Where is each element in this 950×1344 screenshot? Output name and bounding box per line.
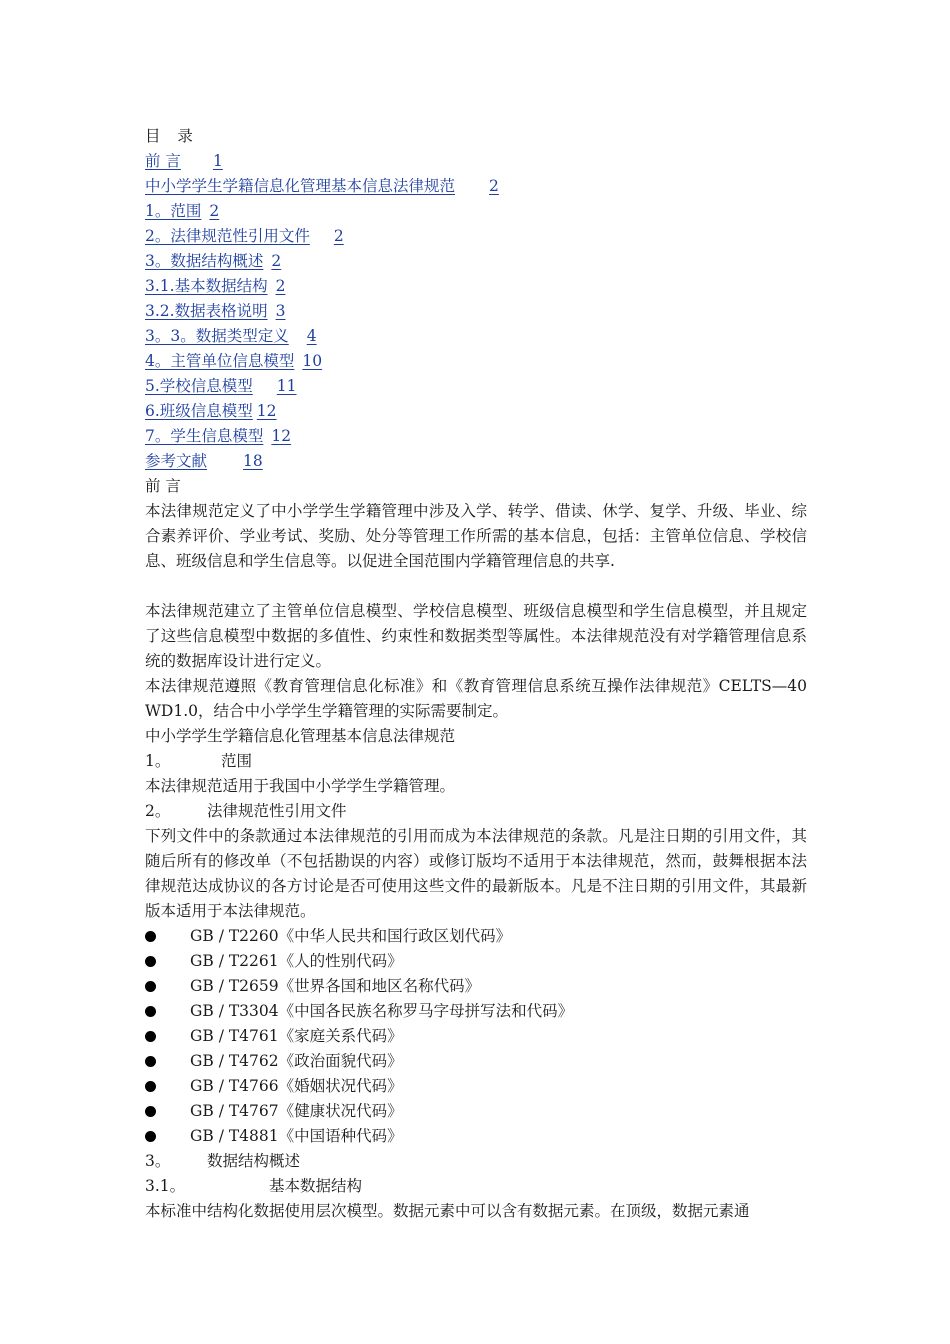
- bullet-icon: [145, 981, 156, 992]
- table-of-contents: [145, 149, 807, 474]
- reference-list: [145, 924, 807, 1149]
- section-2-text: 下列文件中的条款通过本法律规范的引用而成为本法律规范的条款。凡是注日期的引用文件，其随后所有的修改单（不包括勘误的内容）或修订版均不适用于本法律规范，然而，鼓舞根据本法律规范达成协议的各方讨论是否可使用这些文件的最新版本。凡是不注日期的引用文件，其最新版本适用于本法律规范。: [145, 827, 807, 920]
- toc-link-basic-structure[interactable]: [145, 277, 285, 295]
- toc-label: 4。主管单位信息模型: [145, 352, 295, 370]
- reference-text: GB / T4762《政治面貌代码》: [190, 1052, 403, 1070]
- toc-page-number: 2: [271, 252, 282, 270]
- section-title: 基本数据结构: [269, 1177, 363, 1195]
- reference-text: GB / T2659《世界各国和地区名称代码》: [190, 977, 481, 995]
- bullet-icon: [145, 1006, 156, 1017]
- list-item: [145, 924, 807, 949]
- toc-page-number: 12: [271, 427, 292, 445]
- section-1-text: 本法律规范适用于我国中小学学生学籍管理。: [145, 777, 456, 795]
- section-title: 范围: [221, 752, 253, 770]
- list-item: [145, 1024, 807, 1049]
- toc-title: 目 录: [145, 127, 199, 145]
- document-title: 中小学学生学籍信息化管理基本信息法律规范: [145, 727, 456, 745]
- list-item: [145, 974, 807, 999]
- bullet-icon: [145, 956, 156, 967]
- toc-link-class-model[interactable]: [145, 402, 277, 420]
- toc-page-number: 2: [333, 227, 344, 245]
- bullet-icon: [145, 931, 156, 942]
- list-item: [145, 1049, 807, 1074]
- toc-label: 3.1.基本数据结构: [145, 277, 268, 295]
- section-3-heading: [145, 1149, 807, 1174]
- toc-page-number: 12: [256, 402, 277, 420]
- toc-page-number: 2: [209, 202, 220, 220]
- reference-text: GB / T2260《中华人民共和国行政区划代码》: [190, 927, 512, 945]
- toc-label: 中小学学生学籍信息化管理基本信息法律规范: [145, 177, 456, 195]
- list-item: [145, 949, 807, 974]
- bullet-icon: [145, 1106, 156, 1117]
- section-number: 3.1。: [145, 1177, 186, 1195]
- toc-link-data-structure[interactable]: [145, 252, 281, 270]
- toc-label: 2。法律规范性引用文件: [145, 227, 310, 245]
- section-3-1-heading: [145, 1174, 807, 1199]
- toc-link-bibliography[interactable]: [145, 452, 263, 470]
- list-item: [145, 1074, 807, 1099]
- bullet-icon: [145, 1031, 156, 1042]
- toc-link-scope[interactable]: [145, 202, 219, 220]
- toc-page-number: 11: [276, 377, 297, 395]
- section-title: 法律规范性引用文件: [207, 802, 347, 820]
- toc-link-preface[interactable]: [145, 152, 223, 170]
- reference-text: GB / T4881《中国语种代码》: [190, 1127, 403, 1145]
- reference-text: GB / T3304《中国各民族名称罗马字母拼写法和代码》: [190, 1002, 574, 1020]
- toc-page-number: 2: [275, 277, 286, 295]
- section-1-heading: [145, 749, 807, 774]
- bullet-icon: [145, 1081, 156, 1092]
- list-item: [145, 1124, 807, 1149]
- toc-page-number: 18: [243, 452, 263, 470]
- preface-heading: 前 言: [145, 477, 181, 495]
- section-3-1-text: 本标准中结构化数据使用层次模型。数据元素中可以含有数据元素。在顶级，数据元素通: [145, 1202, 750, 1220]
- toc-label: 前 言: [145, 152, 181, 170]
- toc-label: 参考文献: [145, 452, 208, 470]
- toc-link-student-model[interactable]: [145, 427, 291, 445]
- section-number: 3。: [145, 1152, 171, 1170]
- bullet-icon: [145, 1056, 156, 1067]
- toc-page-number: 1: [212, 152, 223, 170]
- reference-text: GB / T4761《家庭关系代码》: [190, 1027, 403, 1045]
- section-2-heading: [145, 799, 807, 824]
- toc-page-number: 4: [306, 327, 317, 345]
- toc-label: 3。数据结构概述: [145, 252, 264, 270]
- reference-text: GB / T4766《婚姻状况代码》: [190, 1077, 403, 1095]
- toc-label: 7。学生信息模型: [145, 427, 264, 445]
- toc-link-authority-model[interactable]: [145, 352, 322, 370]
- toc-label: 3。3。数据类型定义: [145, 327, 289, 345]
- section-number: 2。: [145, 802, 171, 820]
- toc-label: 3.2.数据表格说明: [145, 302, 268, 320]
- toc-page-number: 3: [275, 302, 286, 320]
- toc-link-data-types[interactable]: [145, 327, 317, 345]
- section-number: 1。: [145, 752, 171, 770]
- preface-paragraph-2: 本法律规范建立了主管单位信息模型、学校信息模型、班级信息模型和学生信息模型，并且规定了这些信息模型中数据的多值性、约束性和数据类型等属性。本法律规范没有对学籍管理信息系统的数据库设计进行定义。: [145, 602, 807, 670]
- toc-link-school-model[interactable]: [145, 377, 297, 395]
- preface-paragraph-1: 本法律规范定义了中小学学生学籍管理中涉及入学、转学、借读、休学、复学、升级、毕业、综合素养评价、学业考试、奖励、处分等管理工作所需的基本信息，包括：主管单位信息、学校信息、班级信息和学生信息等。以促进全国范围内学籍管理信息的共享.: [145, 502, 807, 570]
- toc-page-number: 10: [302, 352, 323, 370]
- bullet-icon: [145, 1131, 156, 1142]
- toc-label: 6.班级信息模型: [145, 402, 253, 420]
- paragraph-spacer: [145, 574, 807, 599]
- list-item: [145, 999, 807, 1024]
- list-item: [145, 1099, 807, 1124]
- toc-label: 1。范围: [145, 202, 202, 220]
- reference-text: GB / T2261《人的性别代码》: [190, 952, 403, 970]
- section-title: 数据结构概述: [207, 1152, 301, 1170]
- document-page: [145, 124, 807, 1224]
- toc-link-title[interactable]: [145, 177, 499, 195]
- toc-link-table-description[interactable]: [145, 302, 285, 320]
- toc-link-references[interactable]: [145, 227, 344, 245]
- preface-paragraph-3: 本法律规范遵照《教育管理信息化标准》和《教育管理信息系统互操作法律规范》CELTS—40 WD1.0，结合中小学学生学籍管理的实际需要制定。: [145, 677, 807, 720]
- reference-text: GB / T4767《健康状况代码》: [190, 1102, 403, 1120]
- toc-label: 5.学校信息模型: [145, 377, 253, 395]
- toc-page-number: 2: [489, 177, 499, 195]
